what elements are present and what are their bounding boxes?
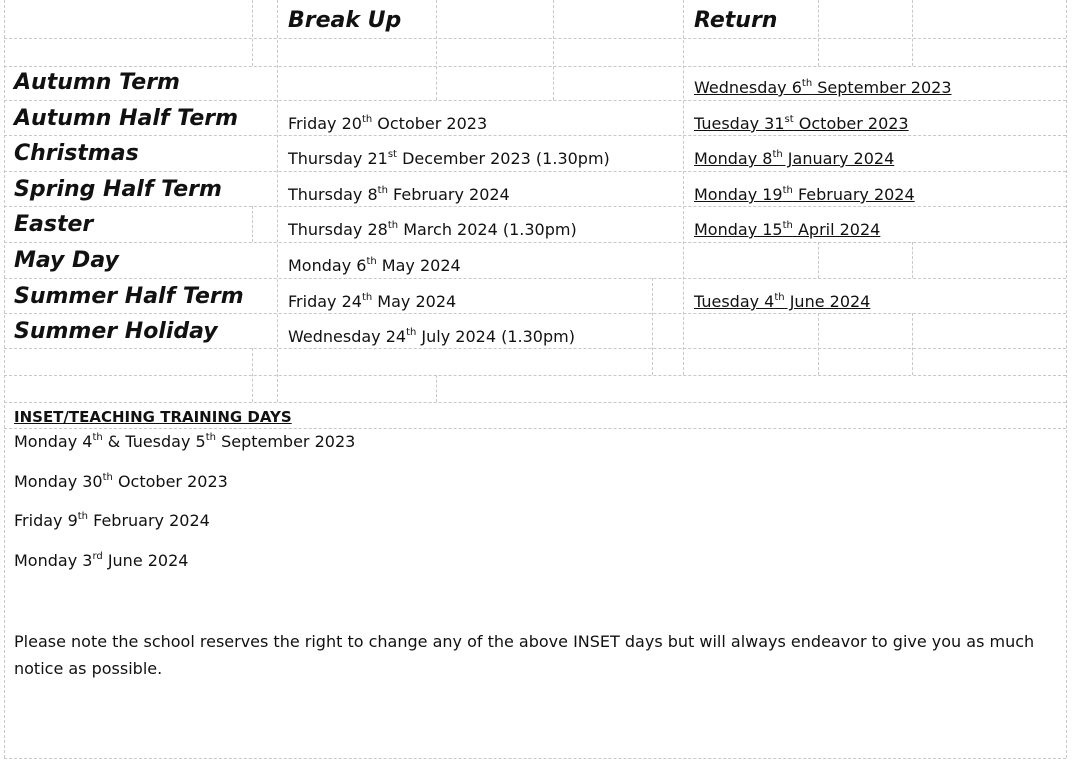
return-date: Monday 8th January 2024: [694, 149, 895, 168]
break-up-date: Thursday 8th February 2024: [288, 185, 510, 204]
return-date: Monday 15th April 2024: [694, 220, 881, 239]
term-name: Easter: [14, 212, 94, 237]
inset-note: Please note the school reserves the right to change any of the above INSET days but will always endeavor to give you as much notice as possible.: [14, 632, 1035, 678]
inset-title: INSET/TEACHING TRAINING DAYS: [14, 408, 292, 426]
return-date: Tuesday 4th June 2024: [694, 292, 871, 311]
term-name: Autumn Half Term: [14, 106, 239, 131]
term-name: Summer Half Term: [14, 284, 244, 309]
break-up-date: Wednesday 24th July 2024 (1.30pm): [288, 327, 575, 346]
break-up-date: Friday 20th October 2023: [288, 114, 488, 133]
term-name: Summer Holiday: [14, 319, 218, 344]
inset-day: Monday 30th October 2023: [14, 472, 228, 491]
term-name: Spring Half Term: [14, 177, 222, 202]
break-up-header: Break Up: [288, 8, 402, 33]
inset-day: Friday 9th February 2024: [14, 511, 210, 530]
inset-day: Monday 4th & Tuesday 5th September 2023: [14, 432, 356, 451]
return-date: Wednesday 6th September 2023: [694, 78, 952, 97]
return-header: Return: [694, 8, 778, 33]
inset-day: Monday 3rd June 2024: [14, 551, 189, 570]
break-up-date: Friday 24th May 2024: [288, 292, 457, 311]
break-up-date: Monday 6th May 2024: [288, 256, 461, 275]
term-name: Christmas: [14, 141, 139, 166]
break-up-date: Thursday 28th March 2024 (1.30pm): [288, 220, 577, 239]
return-date: Monday 19th February 2024: [694, 185, 915, 204]
term-name: Autumn Term: [14, 70, 180, 95]
term-name: May Day: [14, 248, 119, 273]
break-up-date: Thursday 21st December 2023 (1.30pm): [288, 149, 610, 168]
return-date: Tuesday 31st October 2023: [694, 114, 909, 133]
